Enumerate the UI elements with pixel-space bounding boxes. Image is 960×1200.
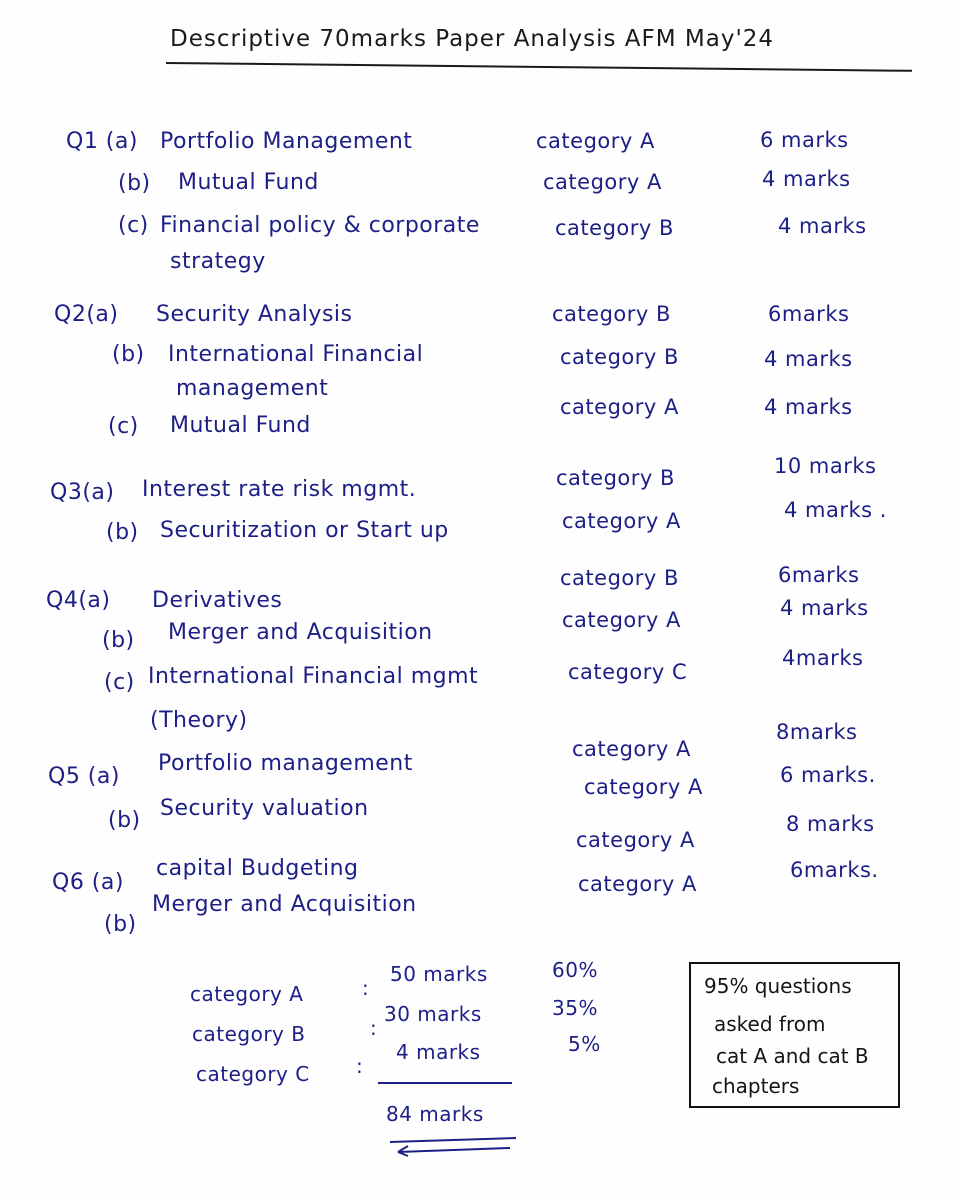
question-marks: 4 marks [780, 596, 869, 620]
question-marks: 4 marks [762, 167, 851, 191]
question-topic: capital Budgeting [156, 856, 359, 881]
question-marks: 6marks [768, 302, 850, 326]
question-label: (b) [118, 171, 151, 196]
question-category: category A [572, 737, 691, 761]
question-topic: Portfolio management [158, 751, 413, 776]
question-category: category A [536, 129, 655, 153]
question-topic: Merger and Acquisition [168, 620, 433, 645]
question-label: Q2(a) [54, 302, 119, 327]
summary-category: category A [190, 982, 304, 1006]
question-label: Q5 (a) [48, 764, 120, 789]
question-label: (c) [104, 670, 135, 695]
summary-separator: : [356, 1054, 364, 1078]
question-category: category C [568, 660, 688, 684]
summary-marks: 4 marks [396, 1040, 481, 1064]
summary-percent: 35% [552, 996, 598, 1020]
question-label: (c) [108, 414, 139, 439]
summary-percent: 60% [552, 958, 598, 982]
question-marks: 6marks. [790, 858, 879, 882]
question-marks: 6 marks [760, 128, 849, 152]
question-category: category B [560, 566, 679, 590]
question-label: (b) [104, 912, 137, 937]
question-topic: Financial policy & corporate [160, 213, 480, 238]
question-topic: Security Analysis [156, 302, 353, 327]
question-label: Q6 (a) [52, 870, 124, 895]
summary-total: 84 marks [386, 1102, 484, 1126]
question-label: (b) [108, 808, 141, 833]
summary-marks: 50 marks [390, 962, 488, 986]
question-label: Q1 (a) [66, 129, 138, 154]
question-label: (b) [102, 628, 135, 653]
question-category: category A [584, 775, 703, 799]
question-marks: 4marks [782, 646, 864, 670]
question-topic: International Financial mgmt [148, 664, 479, 689]
summary-separator: : [370, 1016, 378, 1040]
question-topic: Portfolio Management [160, 129, 413, 154]
question-marks: 4 marks . [784, 498, 887, 522]
question-label: (b) [106, 520, 139, 545]
question-topic: Securitization or Start up [160, 518, 449, 543]
question-category: category B [556, 466, 675, 490]
question-category: category A [543, 170, 662, 194]
note-line: cat A and cat B [716, 1044, 869, 1068]
note-line: chapters [712, 1074, 800, 1098]
summary-total-line [378, 1082, 512, 1084]
question-label: Q3(a) [50, 480, 115, 505]
question-label: Q4(a) [46, 588, 111, 613]
question-marks: 4 marks [764, 347, 853, 371]
question-category: category A [562, 608, 681, 632]
question-label: (b) [112, 342, 145, 367]
question-marks: 4 marks [764, 395, 853, 419]
question-topic: Merger and Acquisition [152, 892, 417, 917]
question-marks: 4 marks [778, 214, 867, 238]
question-category: category B [560, 345, 679, 369]
title-underline [166, 62, 912, 72]
question-category: category A [562, 509, 681, 533]
question-category: category A [560, 395, 679, 419]
question-topic: Derivatives [152, 588, 283, 613]
question-topic-continued: (Theory) [150, 708, 248, 733]
summary-category: category C [196, 1062, 310, 1086]
question-marks: 6marks [778, 563, 860, 587]
summary-percent: 5% [568, 1032, 601, 1056]
question-topic: Mutual Fund [170, 413, 311, 438]
summary-category: category B [192, 1022, 306, 1046]
summary-marks: 30 marks [384, 1002, 482, 1026]
summary-separator: : [362, 976, 370, 1000]
note-line: 95% questions [704, 974, 852, 998]
question-category: category B [552, 302, 671, 326]
question-marks: 8marks [776, 720, 858, 744]
question-topic: International Financial [168, 342, 424, 367]
question-marks: 10 marks [774, 454, 877, 478]
question-topic: Mutual Fund [178, 170, 319, 195]
question-category: category B [555, 216, 674, 240]
total-double-underline [386, 1132, 526, 1162]
question-category: category A [578, 872, 697, 896]
question-category: category A [576, 828, 695, 852]
note-line: asked from [714, 1012, 826, 1036]
question-marks: 6 marks. [780, 763, 876, 787]
question-marks: 8 marks [786, 812, 875, 836]
question-label: (c) [118, 213, 149, 238]
question-topic: Security valuation [160, 796, 369, 821]
question-topic: Interest rate risk mgmt. [142, 477, 417, 502]
question-topic-continued: strategy [170, 249, 266, 274]
question-topic-continued: management [176, 376, 329, 401]
page-title: Descriptive 70marks Paper Analysis AFM May'24 [170, 26, 775, 52]
